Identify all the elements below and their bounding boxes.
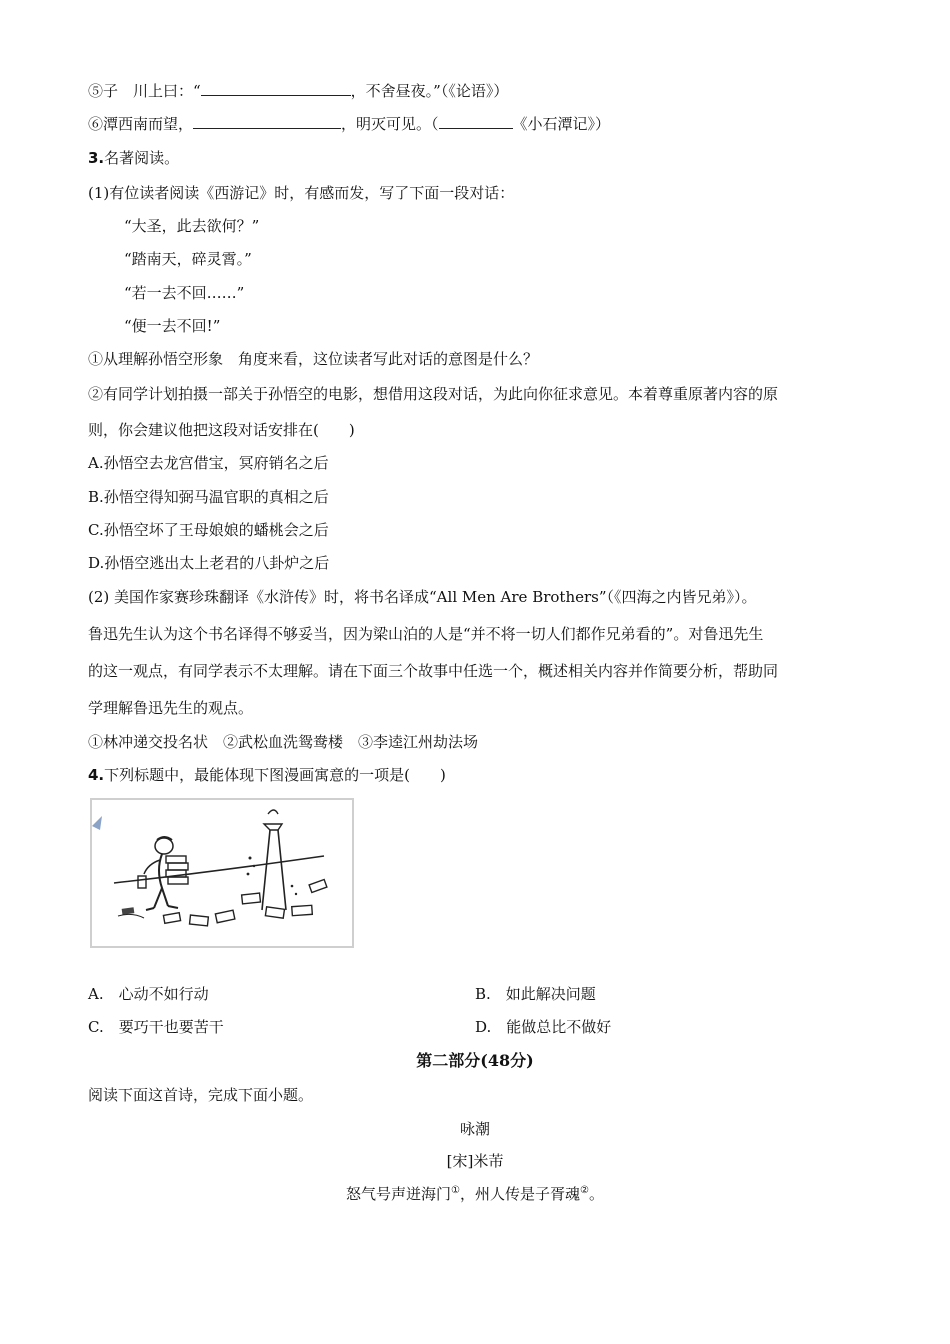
answer-blank[interactable] xyxy=(201,80,351,96)
poem-text: ，州人传是子胥魂 xyxy=(459,1185,580,1203)
question-3-2-line1: (2) 美国作家赛珍珠翻译《水浒传》时，将书名译成“All Men Are Brothers”（《四海之内皆兄弟》）。 xyxy=(88,588,757,606)
line-text: ⑥潭西南而望， xyxy=(88,115,194,133)
question-3-2-line4: 学理解鲁迅先生的观点。 xyxy=(88,699,254,717)
option-a: A.孙悟空去龙宫借宝，冥府销名之后 xyxy=(88,454,329,472)
dialogue-line: “便一去不回!” xyxy=(124,317,221,335)
poem-text: 。 xyxy=(588,1185,604,1203)
question-3-1-b-line1: ②有同学计划拍摄一部关于孙悟空的电影，想借用这段对话，为此向你征求意见。本着尊重原著内容的原 xyxy=(88,385,779,403)
cartoon-drawing xyxy=(92,800,352,946)
option-d: D.孙悟空逃出太上老君的八卦炉之后 xyxy=(88,554,330,572)
question-3-1-b-line2: 则，你会建议他把这段对话安排在( ) xyxy=(88,421,355,439)
poem-line-1 xyxy=(0,1183,950,1205)
question-text: 下列标题中，最能体现下图漫画寓意的一项是( ) xyxy=(104,766,446,784)
answer-blank[interactable] xyxy=(193,113,341,129)
section-title: 第二部分(48分) xyxy=(416,1051,534,1070)
question-3-2-line3: 的这一观点，有同学表示不太理解。请在下面三个故事中任选一个，概述相关内容并作简要分析，帮助同 xyxy=(88,662,779,680)
option-b: B.孙悟空得知弼马温官职的真相之后 xyxy=(88,488,329,506)
option-c: C.孙悟空坏了王母娘娘的蟠桃会之后 xyxy=(88,521,329,539)
dialogue-line: “若一去不回……” xyxy=(124,284,245,302)
line-text: 《小石潭记》） xyxy=(512,115,611,133)
poem-text: 怒气号声迸海门 xyxy=(346,1185,452,1203)
line-text: ⑤子 川上曰：“ xyxy=(88,82,201,100)
line-text: ，不舍昼夜。”（《论语》） xyxy=(350,82,509,100)
q4-option-d: D. 能做总比不做好 xyxy=(475,1018,612,1036)
q4-option-b: B. 如此解决问题 xyxy=(475,985,596,1003)
dialogue-line: “大圣，此去欲何？” xyxy=(124,217,260,235)
question-number: 4. xyxy=(88,766,105,784)
q4-option-c: C. 要巧干也要苦干 xyxy=(88,1018,224,1036)
question-3-heading xyxy=(88,147,179,169)
question-4-heading xyxy=(88,764,446,786)
footnote-marker: ① xyxy=(451,1185,460,1196)
recitation-line-5 xyxy=(88,80,508,102)
q4-option-a: A. 心动不如行动 xyxy=(88,985,209,1003)
reading-intro: 阅读下面这首诗，完成下面小题。 xyxy=(88,1086,314,1104)
poem-title: 咏潮 xyxy=(459,1120,490,1138)
question-text: 名著阅读。 xyxy=(104,149,180,167)
cartoon-image xyxy=(90,798,354,948)
question-3-1: (1)有位读者阅读《西游记》时，有感而发，写了下面一段对话： xyxy=(88,184,515,202)
poem-author: [宋]米芾 xyxy=(446,1152,504,1170)
recitation-line-6 xyxy=(88,113,610,135)
story-choices: ①林冲递交投名状 ②武松血洗鸳鸯楼 ③李逵江州劫法场 xyxy=(88,733,479,751)
line-text: ，明灭可见。（ xyxy=(341,115,439,133)
dialogue-line: “踏南天，碎灵霄。” xyxy=(124,250,252,268)
answer-blank[interactable] xyxy=(439,113,513,129)
question-3-1-a: ①从理解孙悟空形象 角度来看，这位读者写此对话的意图是什么？ xyxy=(88,350,539,368)
question-number: 3. xyxy=(88,149,105,167)
footnote-marker: ② xyxy=(580,1185,589,1196)
question-3-2-line2: 鲁迅先生认为这个书名译得不够妥当，因为梁山泊的人是“并不将一切人们都作兄弟看的”。对鲁迅先生 xyxy=(88,625,764,643)
